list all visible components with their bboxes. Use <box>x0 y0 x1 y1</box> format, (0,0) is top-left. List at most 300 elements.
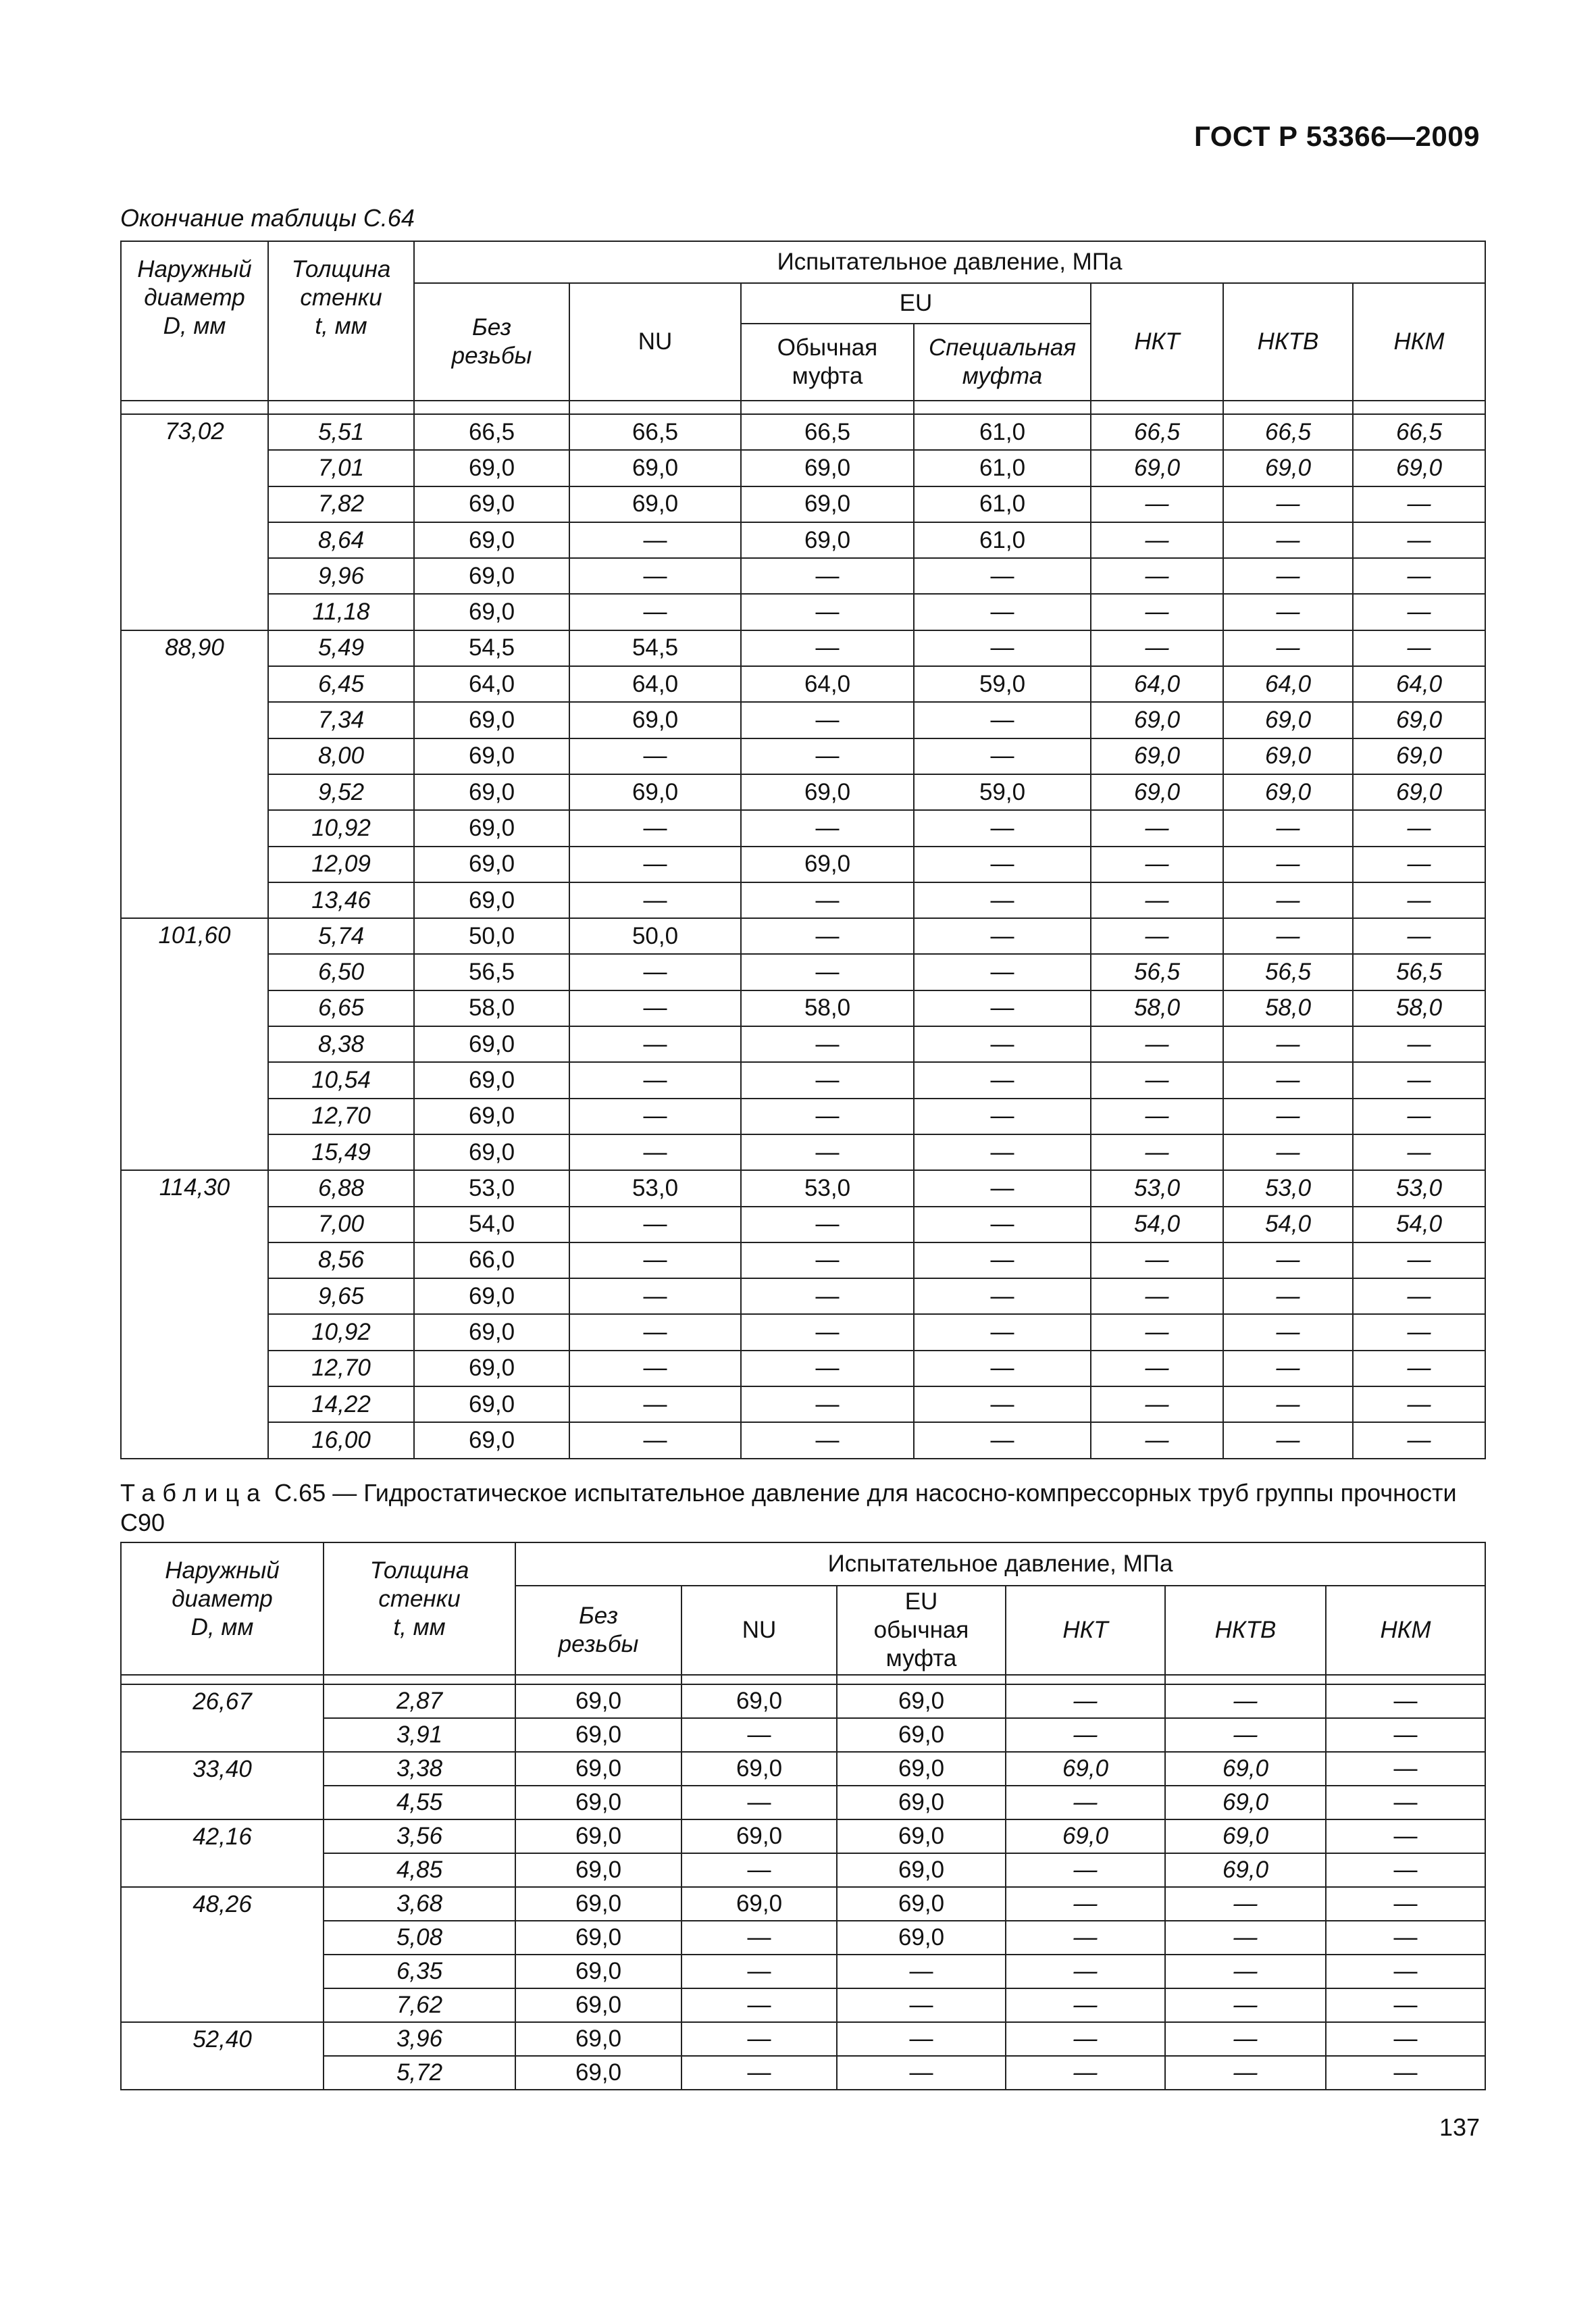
table-row <box>121 810 1485 846</box>
pressure-cell: — <box>1091 558 1223 594</box>
pressure-cell: — <box>1353 847 1485 882</box>
pressure-cell: 69,0 <box>414 1386 569 1422</box>
wall-thickness-cell: 8,00 <box>268 738 414 774</box>
wall-thickness-cell: 5,74 <box>268 918 414 954</box>
pressure-cell: — <box>1223 918 1353 954</box>
pressure-cell: — <box>741 1134 914 1170</box>
wall-thickness-cell: 7,00 <box>268 1207 414 1242</box>
pressure-cell: — <box>1223 1351 1353 1386</box>
pressure-cell: 69,0 <box>414 558 569 594</box>
pressure-cell: — <box>1223 882 1353 918</box>
table-row <box>121 1351 1485 1386</box>
pressure-cell: — <box>914 990 1091 1026</box>
wall-thickness-cell: 9,65 <box>268 1278 414 1314</box>
pressure-cell: — <box>914 702 1091 738</box>
pressure-cell: — <box>569 1242 741 1278</box>
wall-thickness-cell: 7,01 <box>268 450 414 486</box>
pressure-cell: 69,0 <box>1223 450 1353 486</box>
pressure-cell: — <box>1223 594 1353 630</box>
pressure-cell: — <box>741 702 914 738</box>
pressure-cell: — <box>1091 594 1223 630</box>
pressure-cell: — <box>1006 2022 1165 2056</box>
pressure-cell: — <box>1223 1134 1353 1170</box>
table-row <box>121 1955 1485 1988</box>
pressure-cell: — <box>569 1386 741 1422</box>
pressure-cell: — <box>914 1026 1091 1062</box>
pressure-cell: — <box>1353 1351 1485 1386</box>
wall-thickness-cell: 10,54 <box>268 1062 414 1098</box>
pressure-cell: — <box>1006 1955 1165 1988</box>
pressure-cell: — <box>914 1170 1091 1206</box>
pressure-cell: 69,0 <box>1223 738 1353 774</box>
pressure-cell: 69,0 <box>741 486 914 522</box>
pressure-cell: — <box>1353 1062 1485 1098</box>
pressure-cell: — <box>1223 1422 1353 1458</box>
pressure-cell: — <box>914 630 1091 666</box>
pressure-cell: — <box>1165 1955 1326 1988</box>
pressure-cell: — <box>1326 2056 1485 2090</box>
pressure-cell: 58,0 <box>741 990 914 1026</box>
pressure-cell: — <box>569 1062 741 1098</box>
pressure-cell: 61,0 <box>914 486 1091 522</box>
table-c65 <box>120 1542 1486 2090</box>
pressure-cell: 66,5 <box>569 414 741 450</box>
pressure-cell: 54,0 <box>1223 1207 1353 1242</box>
pressure-cell: — <box>1091 810 1223 846</box>
pressure-cell: 69,0 <box>837 1718 1006 1752</box>
table-row <box>121 1786 1485 1819</box>
wall-thickness-cell: 6,45 <box>268 666 414 702</box>
pressure-cell: 69,0 <box>837 1752 1006 1786</box>
table-row <box>121 1921 1485 1955</box>
table-row <box>121 702 1485 738</box>
pressure-cell: 64,0 <box>1353 666 1485 702</box>
pressure-cell: — <box>914 847 1091 882</box>
wall-thickness-cell: 8,56 <box>268 1242 414 1278</box>
pressure-cell: — <box>1223 1314 1353 1350</box>
wall-thickness-cell: 2,87 <box>324 1684 515 1718</box>
outer-diameter-cell: 42,16 <box>121 1819 324 1887</box>
pressure-cell: — <box>1223 847 1353 882</box>
header-nkm: НКМ <box>1326 1586 1485 1675</box>
pressure-cell: 69,0 <box>741 847 914 882</box>
table-row <box>121 1314 1485 1350</box>
table-row <box>121 847 1485 882</box>
pressure-cell: 54,5 <box>569 630 741 666</box>
pressure-cell: 56,5 <box>1223 954 1353 990</box>
pressure-cell: — <box>681 1921 837 1955</box>
pressure-cell: — <box>1326 1887 1485 1921</box>
header-diameter: Наружный диаметр D, мм <box>121 241 268 401</box>
pressure-cell: 69,0 <box>414 522 569 558</box>
pressure-cell: — <box>569 1422 741 1458</box>
pressure-cell: — <box>1326 1786 1485 1819</box>
pressure-cell: 69,0 <box>1006 1819 1165 1853</box>
pressure-cell: — <box>569 954 741 990</box>
pressure-cell: — <box>569 1278 741 1314</box>
pressure-cell: — <box>914 882 1091 918</box>
pressure-cell: 64,0 <box>741 666 914 702</box>
pressure-cell: 69,0 <box>515 1684 681 1718</box>
table-row <box>121 1853 1485 1887</box>
pressure-cell: — <box>1326 1684 1485 1718</box>
wall-thickness-cell: 6,65 <box>268 990 414 1026</box>
pressure-cell: — <box>1223 1386 1353 1422</box>
pressure-cell: — <box>681 1786 837 1819</box>
pressure-cell: 69,0 <box>1353 774 1485 810</box>
table-row <box>121 1278 1485 1314</box>
pressure-cell: 69,0 <box>515 1752 681 1786</box>
pressure-cell: — <box>569 1134 741 1170</box>
wall-thickness-cell: 8,64 <box>268 522 414 558</box>
wall-thickness-cell: 9,96 <box>268 558 414 594</box>
pressure-cell: 54,0 <box>414 1207 569 1242</box>
pressure-cell: — <box>681 1853 837 1887</box>
pressure-cell: 66,5 <box>1353 414 1485 450</box>
page-number: 137 <box>1439 2113 1481 2141</box>
pressure-cell: 69,0 <box>1091 702 1223 738</box>
pressure-cell: 66,0 <box>414 1242 569 1278</box>
header-test-pressure: Испытательное давление, МПа <box>515 1542 1485 1586</box>
pressure-cell: — <box>1353 1314 1485 1350</box>
pressure-cell: — <box>1091 1099 1223 1134</box>
table-row <box>121 1242 1485 1278</box>
pressure-cell: 69,0 <box>837 1786 1006 1819</box>
pressure-cell: — <box>1326 1718 1485 1752</box>
pressure-cell: 53,0 <box>1091 1170 1223 1206</box>
pressure-cell: 69,0 <box>837 1921 1006 1955</box>
pressure-cell: — <box>914 1351 1091 1386</box>
pressure-cell: 69,0 <box>414 1026 569 1062</box>
pressure-cell: — <box>837 2056 1006 2090</box>
header-nkt: НКТ <box>1006 1586 1165 1675</box>
pressure-cell: 66,5 <box>1223 414 1353 450</box>
pressure-cell: 69,0 <box>741 522 914 558</box>
pressure-cell: — <box>569 882 741 918</box>
pressure-cell: — <box>1326 1988 1485 2022</box>
pressure-cell: 69,0 <box>681 1887 837 1921</box>
pressure-cell: — <box>1165 2056 1326 2090</box>
pressure-cell: — <box>1223 1099 1353 1134</box>
pressure-cell: — <box>914 738 1091 774</box>
wall-thickness-cell: 15,49 <box>268 1134 414 1170</box>
table-row <box>121 1988 1485 2022</box>
pressure-cell: — <box>914 1242 1091 1278</box>
pressure-cell: — <box>1353 1422 1485 1458</box>
header-eu-regular-coupling: EU обычная муфта <box>837 1586 1006 1675</box>
table-row <box>121 738 1485 774</box>
pressure-cell: — <box>1091 486 1223 522</box>
pressure-cell: — <box>1353 918 1485 954</box>
pressure-cell: — <box>914 1134 1091 1170</box>
pressure-cell: — <box>1165 1718 1326 1752</box>
pressure-cell: — <box>1091 1351 1223 1386</box>
wall-thickness-cell: 5,51 <box>268 414 414 450</box>
pressure-cell: 69,0 <box>414 1278 569 1314</box>
pressure-cell: — <box>1353 1134 1485 1170</box>
pressure-cell: 69,0 <box>414 486 569 522</box>
pressure-cell: 69,0 <box>1091 450 1223 486</box>
pressure-cell: — <box>1353 1278 1485 1314</box>
pressure-cell: 53,0 <box>741 1170 914 1206</box>
pressure-cell: — <box>914 1099 1091 1134</box>
table-row <box>121 1170 1485 1206</box>
wall-thickness-cell: 3,56 <box>324 1819 515 1853</box>
table-row <box>121 954 1485 990</box>
pressure-cell: 56,5 <box>414 954 569 990</box>
pressure-cell: — <box>1353 594 1485 630</box>
table-row <box>121 522 1485 558</box>
pressure-cell: 69,0 <box>1006 1752 1165 1786</box>
wall-thickness-cell: 3,96 <box>324 2022 515 2056</box>
pressure-cell: — <box>1353 558 1485 594</box>
pressure-cell: 69,0 <box>414 1099 569 1134</box>
pressure-cell: 69,0 <box>837 1853 1006 1887</box>
pressure-cell: — <box>741 738 914 774</box>
pressure-cell: — <box>741 1099 914 1134</box>
outer-diameter-cell: 26,67 <box>121 1684 324 1752</box>
pressure-cell: — <box>1326 1752 1485 1786</box>
wall-thickness-cell: 12,09 <box>268 847 414 882</box>
pressure-cell: 69,0 <box>515 2022 681 2056</box>
pressure-cell: 69,0 <box>414 847 569 882</box>
pressure-cell: — <box>1006 1921 1165 1955</box>
pressure-cell: — <box>1006 2056 1165 2090</box>
pressure-cell: — <box>569 1351 741 1386</box>
pressure-cell: 69,0 <box>414 1134 569 1170</box>
pressure-cell: — <box>741 594 914 630</box>
pressure-cell: — <box>741 1351 914 1386</box>
pressure-cell: 69,0 <box>414 450 569 486</box>
pressure-cell: — <box>1326 1921 1485 1955</box>
wall-thickness-cell: 12,70 <box>268 1099 414 1134</box>
pressure-cell: — <box>569 738 741 774</box>
wall-thickness-cell: 6,88 <box>268 1170 414 1206</box>
wall-thickness-cell: 14,22 <box>268 1386 414 1422</box>
pressure-cell: — <box>914 1207 1091 1242</box>
header-nkm: НКМ <box>1353 283 1485 401</box>
wall-thickness-cell: 3,91 <box>324 1718 515 1752</box>
table-row <box>121 1134 1485 1170</box>
table-row <box>121 1718 1485 1752</box>
table-row <box>121 450 1485 486</box>
pressure-cell: — <box>1353 1099 1485 1134</box>
pressure-cell: — <box>837 1955 1006 1988</box>
pressure-cell: 69,0 <box>515 1853 681 1887</box>
table-row <box>121 774 1485 810</box>
pressure-cell: — <box>1353 1242 1485 1278</box>
wall-thickness-cell: 7,62 <box>324 1988 515 2022</box>
table-row <box>121 1752 1485 1786</box>
table-c65-caption <box>120 1478 1485 1538</box>
pressure-cell: — <box>837 2022 1006 2056</box>
pressure-cell: — <box>569 990 741 1026</box>
pressure-cell: — <box>837 1988 1006 2022</box>
wall-thickness-cell: 9,52 <box>268 774 414 810</box>
wall-thickness-cell: 10,92 <box>268 810 414 846</box>
pressure-cell: 61,0 <box>914 522 1091 558</box>
pressure-cell: — <box>1091 1062 1223 1098</box>
pressure-cell: — <box>1091 1314 1223 1350</box>
pressure-cell: — <box>1091 882 1223 918</box>
wall-thickness-cell: 16,00 <box>268 1422 414 1458</box>
pressure-cell: — <box>1091 1134 1223 1170</box>
pressure-cell: 69,0 <box>515 1887 681 1921</box>
outer-diameter-cell: 101,60 <box>121 918 268 1170</box>
table-row <box>121 882 1485 918</box>
table-row <box>121 1684 1485 1718</box>
pressure-cell: 69,0 <box>515 1819 681 1853</box>
pressure-cell: 69,0 <box>1353 450 1485 486</box>
pressure-cell: — <box>681 2056 837 2090</box>
pressure-cell: 69,0 <box>515 1718 681 1752</box>
pressure-cell: — <box>741 1062 914 1098</box>
pressure-cell: 69,0 <box>414 738 569 774</box>
pressure-cell: — <box>1091 522 1223 558</box>
header-diameter: Наружный диаметр D, мм <box>121 1542 324 1675</box>
pressure-cell: 58,0 <box>1353 990 1485 1026</box>
wall-thickness-cell: 3,38 <box>324 1752 515 1786</box>
pressure-cell: — <box>1353 1026 1485 1062</box>
pressure-cell: 69,0 <box>414 774 569 810</box>
pressure-cell: — <box>1006 1887 1165 1921</box>
pressure-cell: — <box>1091 630 1223 666</box>
pressure-cell: — <box>569 1207 741 1242</box>
pressure-cell: — <box>1326 1955 1485 1988</box>
header-no-thread: Без резьбы <box>515 1586 681 1675</box>
pressure-cell: — <box>1165 1887 1326 1921</box>
pressure-cell: 58,0 <box>414 990 569 1026</box>
wall-thickness-cell: 6,50 <box>268 954 414 990</box>
pressure-cell: 69,0 <box>1165 1752 1326 1786</box>
pressure-cell: — <box>1353 1386 1485 1422</box>
wall-thickness-cell: 5,72 <box>324 2056 515 2090</box>
pressure-cell: — <box>1353 882 1485 918</box>
pressure-cell: — <box>914 810 1091 846</box>
pressure-cell: — <box>681 1955 837 1988</box>
table-row <box>121 1207 1485 1242</box>
table-row <box>121 918 1485 954</box>
pressure-cell: 61,0 <box>914 450 1091 486</box>
header-nu: NU <box>681 1586 837 1675</box>
pressure-cell: — <box>914 954 1091 990</box>
pressure-cell: — <box>741 630 914 666</box>
pressure-cell: 53,0 <box>1353 1170 1485 1206</box>
wall-thickness-cell: 6,35 <box>324 1955 515 1988</box>
wall-thickness-cell: 7,34 <box>268 702 414 738</box>
header-nkt: НКТ <box>1091 283 1223 401</box>
pressure-cell: 69,0 <box>414 702 569 738</box>
wall-thickness-cell: 7,82 <box>268 486 414 522</box>
pressure-cell: — <box>914 1062 1091 1098</box>
pressure-cell: — <box>1353 486 1485 522</box>
pressure-cell: — <box>741 1314 914 1350</box>
pressure-cell: 69,0 <box>1223 702 1353 738</box>
pressure-cell: 50,0 <box>569 918 741 954</box>
pressure-cell: — <box>914 1314 1091 1350</box>
pressure-cell: 69,0 <box>414 1351 569 1386</box>
pressure-cell: — <box>1165 1921 1326 1955</box>
pressure-cell: 58,0 <box>1223 990 1353 1026</box>
pressure-cell: — <box>1091 1422 1223 1458</box>
pressure-cell: 64,0 <box>569 666 741 702</box>
pressure-cell: — <box>741 810 914 846</box>
pressure-cell: — <box>569 522 741 558</box>
wall-thickness-cell: 8,38 <box>268 1026 414 1062</box>
table-row <box>121 2022 1485 2056</box>
pressure-cell: — <box>741 1026 914 1062</box>
wall-thickness-cell: 4,85 <box>324 1853 515 1887</box>
table-row <box>121 1422 1485 1458</box>
pressure-cell: 69,0 <box>681 1752 837 1786</box>
table-c64-caption: Окончание таблицы С.64 <box>120 204 415 232</box>
pressure-cell: 69,0 <box>1091 774 1223 810</box>
pressure-cell: — <box>1223 522 1353 558</box>
pressure-cell: — <box>1223 558 1353 594</box>
pressure-cell: — <box>1353 810 1485 846</box>
header-test-pressure: Испытательное давление, МПа <box>414 241 1485 283</box>
pressure-cell: 69,0 <box>1353 738 1485 774</box>
pressure-cell: — <box>569 810 741 846</box>
pressure-cell: — <box>1165 1988 1326 2022</box>
wall-thickness-cell: 12,70 <box>268 1351 414 1386</box>
pressure-cell: 69,0 <box>837 1684 1006 1718</box>
header-thickness: Толщина стенки t, мм <box>324 1542 515 1675</box>
table-row <box>121 1099 1485 1134</box>
header-eu-regular-coupling: Обычная муфта <box>741 324 914 401</box>
outer-diameter-cell: 48,26 <box>121 1887 324 2022</box>
table-c65-caption-text: С.65 — Гидростатическое испытательное давление для насосно-компрессорных труб группы прочности С90 <box>120 1479 1457 1536</box>
pressure-cell: 69,0 <box>414 810 569 846</box>
pressure-cell: 53,0 <box>569 1170 741 1206</box>
pressure-cell: — <box>741 1422 914 1458</box>
pressure-cell: 64,0 <box>1091 666 1223 702</box>
pressure-cell: 56,5 <box>1091 954 1223 990</box>
pressure-cell: — <box>914 1422 1091 1458</box>
header-nktv: НКТВ <box>1223 283 1353 401</box>
pressure-cell: — <box>741 918 914 954</box>
pressure-cell: 69,0 <box>569 486 741 522</box>
pressure-cell: — <box>741 1242 914 1278</box>
table-row <box>121 1386 1485 1422</box>
outer-diameter-cell: 33,40 <box>121 1752 324 1819</box>
wall-thickness-cell: 3,68 <box>324 1887 515 1921</box>
pressure-cell: 59,0 <box>914 774 1091 810</box>
pressure-cell: — <box>741 954 914 990</box>
pressure-cell: 53,0 <box>1223 1170 1353 1206</box>
pressure-cell: — <box>1006 1988 1165 2022</box>
pressure-cell: — <box>1006 1853 1165 1887</box>
table-row <box>121 594 1485 630</box>
wall-thickness-cell: 4,55 <box>324 1786 515 1819</box>
pressure-cell: 69,0 <box>681 1684 837 1718</box>
pressure-cell: 69,0 <box>741 774 914 810</box>
pressure-cell: — <box>1223 486 1353 522</box>
pressure-cell: — <box>741 1278 914 1314</box>
table-row <box>121 2056 1485 2090</box>
wall-thickness-cell: 5,49 <box>268 630 414 666</box>
pressure-cell: — <box>1223 1242 1353 1278</box>
pressure-cell: 61,0 <box>914 414 1091 450</box>
pressure-cell: 69,0 <box>569 774 741 810</box>
pressure-cell: 66,5 <box>1091 414 1223 450</box>
pressure-cell: 69,0 <box>515 2056 681 2090</box>
pressure-cell: — <box>1223 1062 1353 1098</box>
pressure-cell: — <box>681 2022 837 2056</box>
pressure-cell: — <box>741 1207 914 1242</box>
pressure-cell: 69,0 <box>1165 1786 1326 1819</box>
pressure-cell: 69,0 <box>515 1786 681 1819</box>
